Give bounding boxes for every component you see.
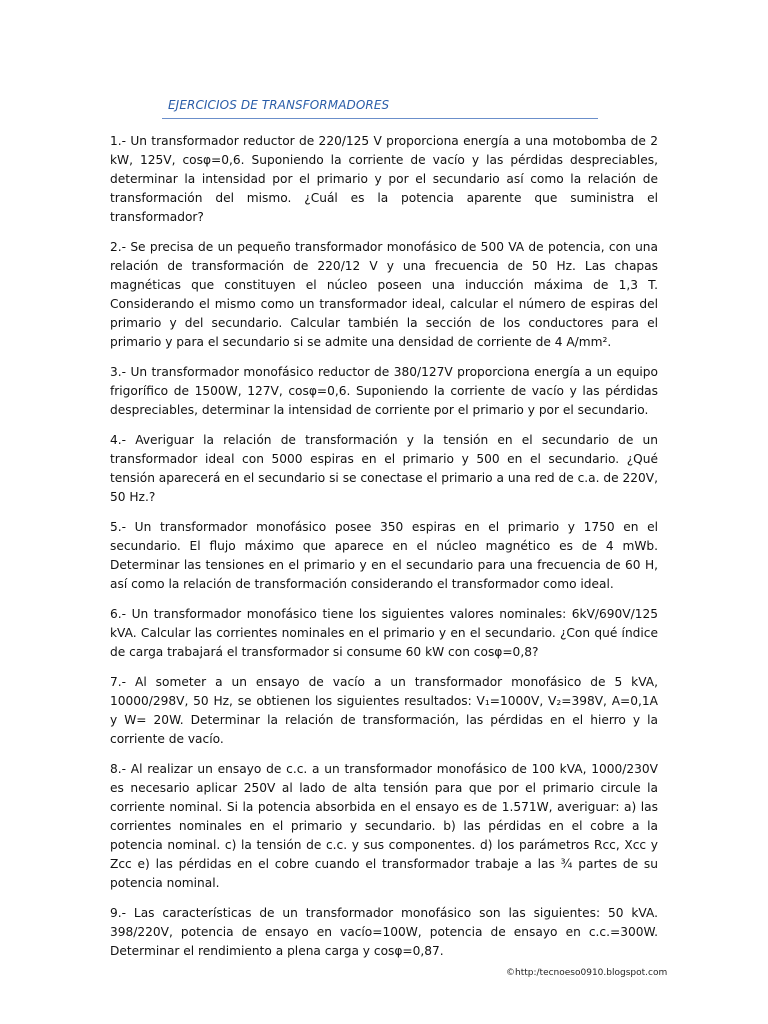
exercise-2: 2.- Se precisa de un pequeño transformador monofásico de 500 VA de potencia, con una relación de transformación de 220/12 V y una frecuencia de 50 Hz. Las chapas magnéticas que constituyen el núcleo poseen una inducción máxima de 1,3 T. Considerando el mismo como un transformador ideal, calcular el número de espiras del primario y del secundario. Calcular también la sección de los conductores para el primario y para el secundario si se admite una densidad de corriente de 4 A/mm². [110,240,658,349]
exercise-4: 4.- Averiguar la relación de transformación y la tensión en el secundario de un transformador ideal con 5000 espiras en el primario y 500 en el secundario. ¿Qué tensión aparecerá en el secundario si se conectase el primario a una red de c.a. de 220V, 50 Hz.? [110,433,658,504]
exercise-9: 9.- Las características de un transformador monofásico son las siguientes: 50 kVA. 398/220V, potencia de ensayo en vacío=100W, potencia de ensayo en c.c.=300W. Determinar el rendimiento a plena carga y cosφ=0,87. [110,906,658,958]
exercise-1: 1.- Un transformador reductor de 220/125 V proporciona energía a una motobomba de 2 kW, 125V, cosφ=0,6. Suponiendo la corriente de vacío y las pérdidas despreciables, determinar la intensidad por el primario y por el secundario así como la relación de transformación del mismo. ¿Cuál es la potencia aparente que suministra el transformador? [110,134,658,224]
exercise-3: 3.- Un transformador monofásico reductor de 380/127V proporciona energía a un equipo frigorífico de 1500W, 127V, cosφ=0,6. Suponiendo la corriente de vacío y las pérdidas despreciables, determinar la intensidad de corriente por el primario y por el secundario. [110,365,658,417]
exercise-list [110,132,658,972]
footer-source-link: ©http:/tecnoeso0910.blogspot.com [506,968,668,978]
exercise-7: 7.- Al someter a un ensayo de vacío a un transformador monofásico de 5 kVA, 10000/298V, 50 Hz, se obtienen los siguientes resultados: V₁=1000V, V₂=398V, A=0,1A y W= 20W. Determinar la relación de transformación, las pérdidas en el hierro y la corriente de vacío. [110,675,658,746]
exercise-6: 6.- Un transformador monofásico tiene los siguientes valores nominales: 6kV/690V/125 kVA. Calcular las corrientes nominales en el primario y en el secundario. ¿Con qué índice de carga trabajará el transformador si consume 60 kW con cosφ=0,8? [110,607,658,659]
exercise-5: 5.- Un transformador monofásico posee 350 espiras en el primario y 1750 en el secundario. El flujo máximo que aparece en el núcleo magnético es de 4 mWb. Determinar las tensiones en el primario y en el secundario para una frecuencia de 60 H, así como la relación de transformación considerando el transformador como ideal. [110,520,658,591]
document-title: EJERCICIOS DE TRANSFORMADORES [168,98,390,112]
exercise-8: 8.- Al realizar un ensayo de c.c. a un transformador monofásico de 100 kVA, 1000/230V es necesario aplicar 250V al lado de alta tensión para que por el primario circule la corriente nominal. Si la potencia absorbida en el ensayo es de 1.571W, averiguar: a) las corrientes nominales en el primario y secundario. b) las pérdidas en el cobre a la potencia nominal. c) la tensión de c.c. y sus componentes. d) los parámetros Rcc, Xcc y Zcc e) las pérdidas en el cobre cuando el transformador trabaje a las ¾ partes de su potencia nominal. [110,762,658,890]
title-underline [162,118,598,119]
